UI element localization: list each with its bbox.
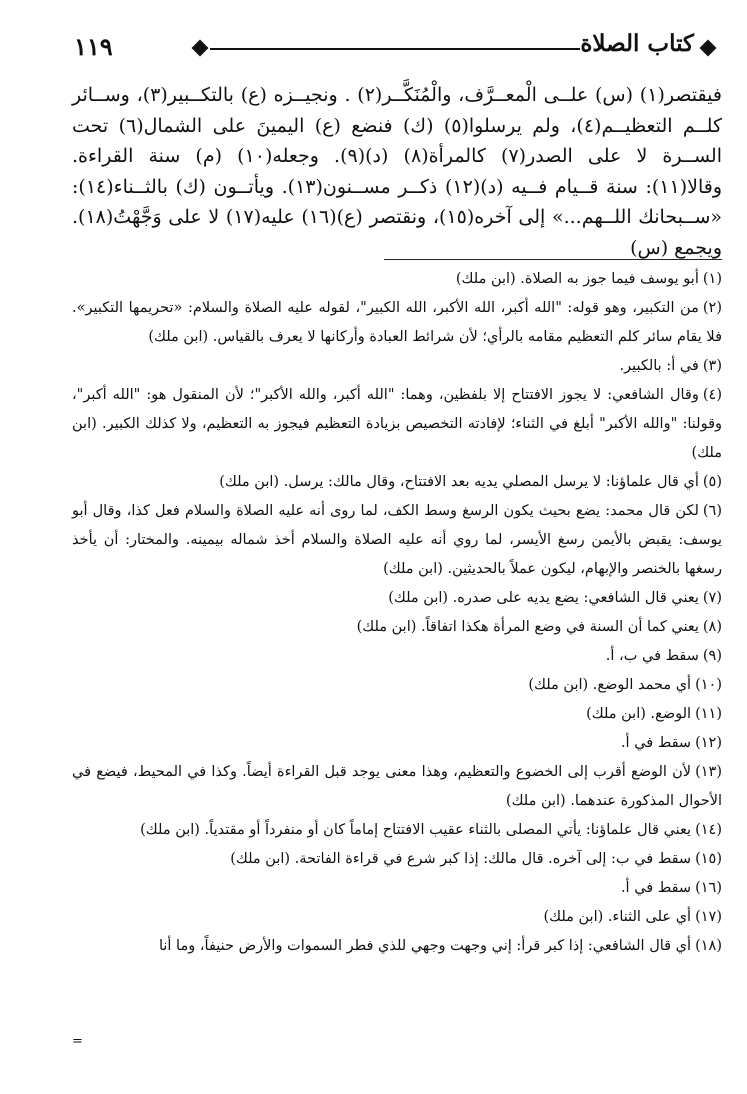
- footnote: (٢)من التكبير، وهو قوله: "الله أكبر، الله الأكبر، الله الكبير"، لقوله عليه الصلاة والسلام: «تحريمها التكبير». فلا يقام سائر كلم التعظيم مقامه بالرأي؛ لأن شرائط العبادة وأركانها لا يعرف بالقياس. (ابن ملك): [72, 300, 722, 345]
- footnote: (١٤)يعني قال علماؤنا: يأتي المصلى بالثناء عقيب الافتتاح إماماً كان أو منفرداً أو مقتدياً. (ابن ملك): [140, 822, 722, 838]
- footnote: (١٨)أي قال الشافعي: إذا كبر قرأ: إني وجهت وجهي للذي فطر السموات والأرض حنيفاً، وما أنا: [158, 938, 722, 954]
- diamond-ornament-icon: [192, 40, 209, 57]
- footnote: (١٥)سقط في ب: إلى آخره. قال مالك: إذا كبر شرع في قراءة الفاتحة. (ابن ملك): [230, 851, 722, 867]
- footnote: (١٧)أي على الثناء. (ابن ملك): [543, 909, 722, 925]
- footnote: (٦)لكن قال محمد: يضع بحيث يكون الرسغ وسط الكف، لما روى أنه عليه الصلاة والسلام فعل كذا، وقال أبو يوسف: يقبض بالأيمن رسغ الأيسر، لما روي أنه عليه الصلاة والسلام أخذ شماله بيمينه. والمختار: أن يأخذ رسغها بالخنصر والإبهام، ليكون عملاً بالحديثين. (ابن ملك): [72, 503, 722, 577]
- footnote: (١٦)سقط في أ.: [620, 880, 722, 896]
- footnote: (٤)وقال الشافعي: لا يجوز الافتتاح إلا بلفظين، وهما: "الله أكبر، والله الأكبر"؛ لأن المنقول هو: "الله أكبر"، وقولنا: "والله الأكبر" أبلغ في الثناء؛ لإفادته التخصيص بزيادة التعظيم فيجوز به التعظيم، ولا كذلك الكبير. (ابن ملك): [72, 387, 722, 461]
- continuation-mark: =: [72, 1034, 83, 1049]
- footnotes: [72, 265, 722, 961]
- main-text: فيقتصر(١) (س) علــى الْمعــرَّف، والْمُنَكَّــر(٢) . ونجيــزه (ع) بالتكــبير(٣)، وســائر كلــم التعظيــم(٤)، ولم يرسلوا(٥) (ك) فنضع (ع) اليمينَ على الشمال(٦) تحت الســرة لا على الصدر(٧) كالمرأة(٨) (د)(٩). وجعله(١٠) (م) سنة القراءة. وقالا(١١): سنة قــيام فــيه (د)(١٢) ذكــر مســنون(١٣). ويأتــون (ك) بالثــناء(١٤): «ســبحانك اللــهم...» إلى آخره(١٥)، ونقتصر (ع)(١٦) عليه(١٧) لا على وَجَّهْتُ(١٨). ويجمع (س): [72, 84, 723, 259]
- footnote: (١١)الوضع. (ابن ملك): [586, 706, 722, 722]
- footnote: (٩)سقط في ب، أ.: [605, 648, 722, 664]
- page-number: ١١٩: [74, 32, 113, 61]
- chapter-title: كتاب الصلاة: [580, 30, 694, 57]
- footnote-separator: [384, 259, 722, 260]
- footnote: (٧)يعني قال الشافعي: يضع يديه على صدره. (ابن ملك): [388, 590, 722, 606]
- footnote: (١)أبو يوسف فيما جوز به الصلاة. (ابن ملك): [455, 271, 722, 287]
- footnote: (٨)يعني كما أن السنة في وضع المرأة هكذا اتفاقاً. (ابن ملك): [356, 619, 722, 635]
- footnote: (١٣)لأن الوضع أقرب إلى الخضوع والتعظيم، وهذا معنى يوجد قبل القراءة أيضاً. وكذا في المحيط، فيضع في الأحوال المذكورة عندهما. (ابن ملك): [72, 764, 722, 809]
- diamond-ornament-icon: [700, 40, 717, 57]
- header-rule: [210, 48, 580, 50]
- footnote: (١٠)أي محمد الوضع. (ابن ملك): [528, 677, 722, 693]
- footnote: (٥)أي قال علماؤنا: لا يرسل المصلي يديه بعد الافتتاح، وقال مالك: يرسل. (ابن ملك): [219, 474, 722, 490]
- page-header: [70, 30, 718, 64]
- footnote: (٣)في أ: بالكبير.: [619, 358, 722, 374]
- footnote: (١٢)سقط في أ.: [620, 735, 722, 751]
